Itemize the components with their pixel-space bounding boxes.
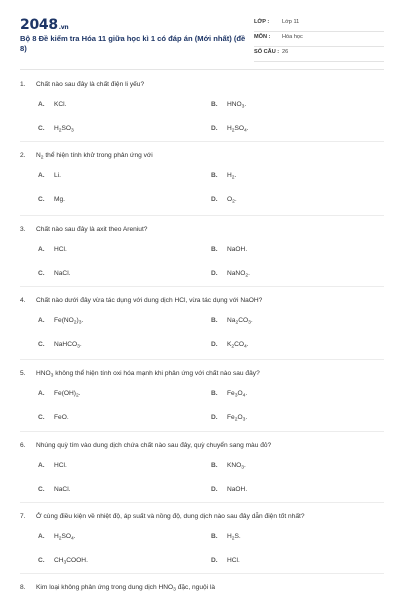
answer-option[interactable]	[211, 246, 247, 253]
option-text: $KNO_3$.	[227, 462, 246, 471]
answer-option[interactable]	[211, 486, 247, 493]
answer-option[interactable]	[38, 462, 67, 469]
option-text: $CH_3COOH$.	[54, 557, 88, 566]
question-body: Kim loại không phản ứng trong dung dịch $HNO_3$ đặc, nguội là	[36, 584, 216, 593]
option-letter: A.	[38, 533, 45, 540]
question-text	[20, 584, 215, 591]
question-body: Nhúng quỳ tím vào dung dịch chứa chất nào sau đây, quỳ chuyển sang màu đỏ?	[36, 442, 272, 449]
answer-option[interactable]	[211, 125, 249, 132]
option-letter: C.	[38, 414, 45, 421]
option-letter: A.	[38, 172, 45, 179]
answer-option[interactable]	[38, 414, 69, 421]
option-text: NaCl.	[54, 270, 71, 277]
option-text: NaCl.	[54, 486, 71, 493]
answer-option[interactable]	[38, 341, 82, 348]
question-number: 3.	[20, 226, 26, 233]
option-letter: B.	[211, 172, 218, 179]
option-letter: A.	[38, 246, 45, 253]
question-text	[20, 226, 147, 233]
answer-option[interactable]	[38, 486, 71, 493]
answer-option[interactable]	[38, 557, 88, 564]
option-text: NaOH.	[227, 486, 248, 493]
option-text: Li.	[54, 172, 61, 179]
answer-option[interactable]	[38, 101, 66, 108]
question-text	[20, 81, 144, 88]
question-separator	[20, 286, 384, 287]
logo-suffix: .vn	[58, 24, 69, 31]
option-letter: B.	[211, 317, 218, 324]
question-separator	[20, 215, 384, 216]
option-text: $H_2SO_4$.	[54, 533, 76, 542]
option-letter: C.	[38, 341, 45, 348]
meta-label: SỐ CÂU :	[254, 49, 280, 55]
meta-value: 26	[282, 49, 289, 55]
answer-option[interactable]	[38, 246, 67, 253]
option-letter: C.	[38, 125, 45, 132]
question-number: 2.	[20, 152, 26, 159]
option-text: NaOH.	[227, 246, 248, 253]
option-text: $Na_2CO_3$.	[227, 317, 253, 326]
option-letter: D.	[211, 414, 218, 421]
option-text: FeO.	[54, 414, 69, 421]
option-text: $K_2CO_4$.	[227, 341, 249, 350]
meta-value: Lớp 11	[282, 19, 300, 25]
answer-option[interactable]	[38, 125, 74, 132]
answer-option[interactable]	[38, 533, 76, 540]
option-letter: C.	[38, 557, 45, 564]
question-text	[20, 442, 271, 449]
option-letter: B.	[211, 101, 218, 108]
option-text: $Fe_2O_3$.	[227, 414, 248, 423]
question-number: 4.	[20, 297, 26, 304]
option-text: $HNO_3$.	[227, 101, 247, 110]
meta-value: Hóa học	[282, 34, 303, 40]
option-text: $H_2$.	[227, 172, 237, 181]
exam-meta	[254, 17, 384, 62]
answer-option[interactable]	[211, 172, 236, 179]
answer-option[interactable]	[38, 196, 65, 203]
answer-option[interactable]	[38, 390, 81, 397]
question-text	[20, 297, 262, 304]
meta-row-subject	[254, 32, 384, 47]
meta-row-class	[254, 17, 384, 32]
option-text: $Fe(OH)_2$.	[54, 390, 81, 399]
option-letter: A.	[38, 462, 45, 469]
site-logo[interactable]	[20, 17, 68, 33]
question-number: 6.	[20, 442, 26, 449]
question-text	[20, 370, 260, 377]
answer-option[interactable]	[211, 557, 240, 564]
exam-title: Bộ 8 Đề kiểm tra Hóa 11 giữa học kì 1 có đáp án (Mới nhất) (đề 8)	[20, 34, 246, 53]
meta-label: MÔN :	[254, 34, 271, 40]
option-text: $Fe_3O_4$.	[227, 390, 248, 399]
question-text	[20, 513, 305, 520]
option-letter: D.	[211, 270, 218, 277]
question-body: Chất nào sau đây là axit theo Areniut?	[36, 226, 148, 233]
question-body: Ở cùng điều kiện về nhiệt độ, áp suất và nồng độ, dung dịch nào sau đây dẫn điện tốt nhất?	[36, 513, 305, 520]
option-letter: C.	[38, 486, 45, 493]
question-text	[20, 152, 153, 159]
option-text: HCl.	[54, 462, 67, 469]
question-body: Chất nào sau đây là chất điện li yếu?	[36, 81, 145, 88]
option-letter: B.	[211, 533, 218, 540]
option-letter: D.	[211, 557, 218, 564]
answer-option[interactable]	[211, 341, 249, 348]
option-letter: D.	[211, 486, 218, 493]
option-letter: A.	[38, 101, 45, 108]
option-letter: B.	[211, 462, 218, 469]
header-divider	[20, 69, 384, 70]
option-text: $O_2$.	[227, 196, 237, 205]
option-text: $H_2SO_3$	[54, 125, 74, 134]
option-text: NaNO$_2$.	[227, 270, 250, 279]
option-text: HCl.	[227, 557, 240, 564]
answer-option[interactable]	[211, 270, 250, 277]
question-separator	[20, 502, 384, 503]
answer-option[interactable]	[211, 317, 253, 324]
question-separator	[20, 141, 384, 142]
question-body: $N_2$ thể hiện tính khử trong phản ứng với	[36, 152, 153, 161]
meta-label: LỚP :	[254, 19, 270, 25]
question-separator	[20, 431, 384, 432]
answer-option[interactable]	[211, 533, 241, 540]
question-separator	[20, 573, 384, 574]
option-text: Mg.	[54, 196, 65, 203]
question-number: 1.	[20, 81, 26, 88]
option-letter: D.	[211, 196, 218, 203]
option-text: $H_2SO_4$.	[227, 125, 249, 134]
question-body: Chất nào dưới đây vừa tác dụng với dung dịch HCl, vừa tác dụng với NaOH?	[36, 297, 263, 304]
question-number: 8.	[20, 584, 26, 591]
option-text: HCl.	[54, 246, 67, 253]
option-letter: B.	[211, 390, 218, 397]
option-text: NaHCO$_3$.	[54, 341, 82, 350]
question-body: $HNO_3$ không thể hiện tính oxi hóa mạnh khi phản ứng với chất nào sau đây?	[36, 370, 260, 379]
option-text: $Fe(NO_2)_3$.	[54, 317, 84, 326]
answer-option[interactable]	[211, 101, 246, 108]
answer-option[interactable]	[211, 196, 237, 203]
answer-option[interactable]	[211, 390, 247, 397]
option-letter: B.	[211, 246, 218, 253]
answer-option[interactable]	[38, 270, 71, 277]
option-letter: D.	[211, 125, 218, 132]
answer-option[interactable]	[211, 414, 247, 421]
option-letter: C.	[38, 196, 45, 203]
meta-row-count	[254, 47, 384, 62]
option-letter: D.	[211, 341, 218, 348]
question-number: 7.	[20, 513, 26, 520]
option-text: $H_2S$.	[227, 533, 241, 542]
option-letter: C.	[38, 270, 45, 277]
option-letter: A.	[38, 390, 45, 397]
option-text: KCl.	[54, 101, 67, 108]
answer-option[interactable]	[211, 462, 246, 469]
answer-option[interactable]	[38, 317, 83, 324]
logo-text: 2048	[20, 17, 58, 33]
question-number: 5.	[20, 370, 26, 377]
answer-option[interactable]	[38, 172, 61, 179]
option-letter: A.	[38, 317, 45, 324]
question-separator	[20, 359, 384, 360]
